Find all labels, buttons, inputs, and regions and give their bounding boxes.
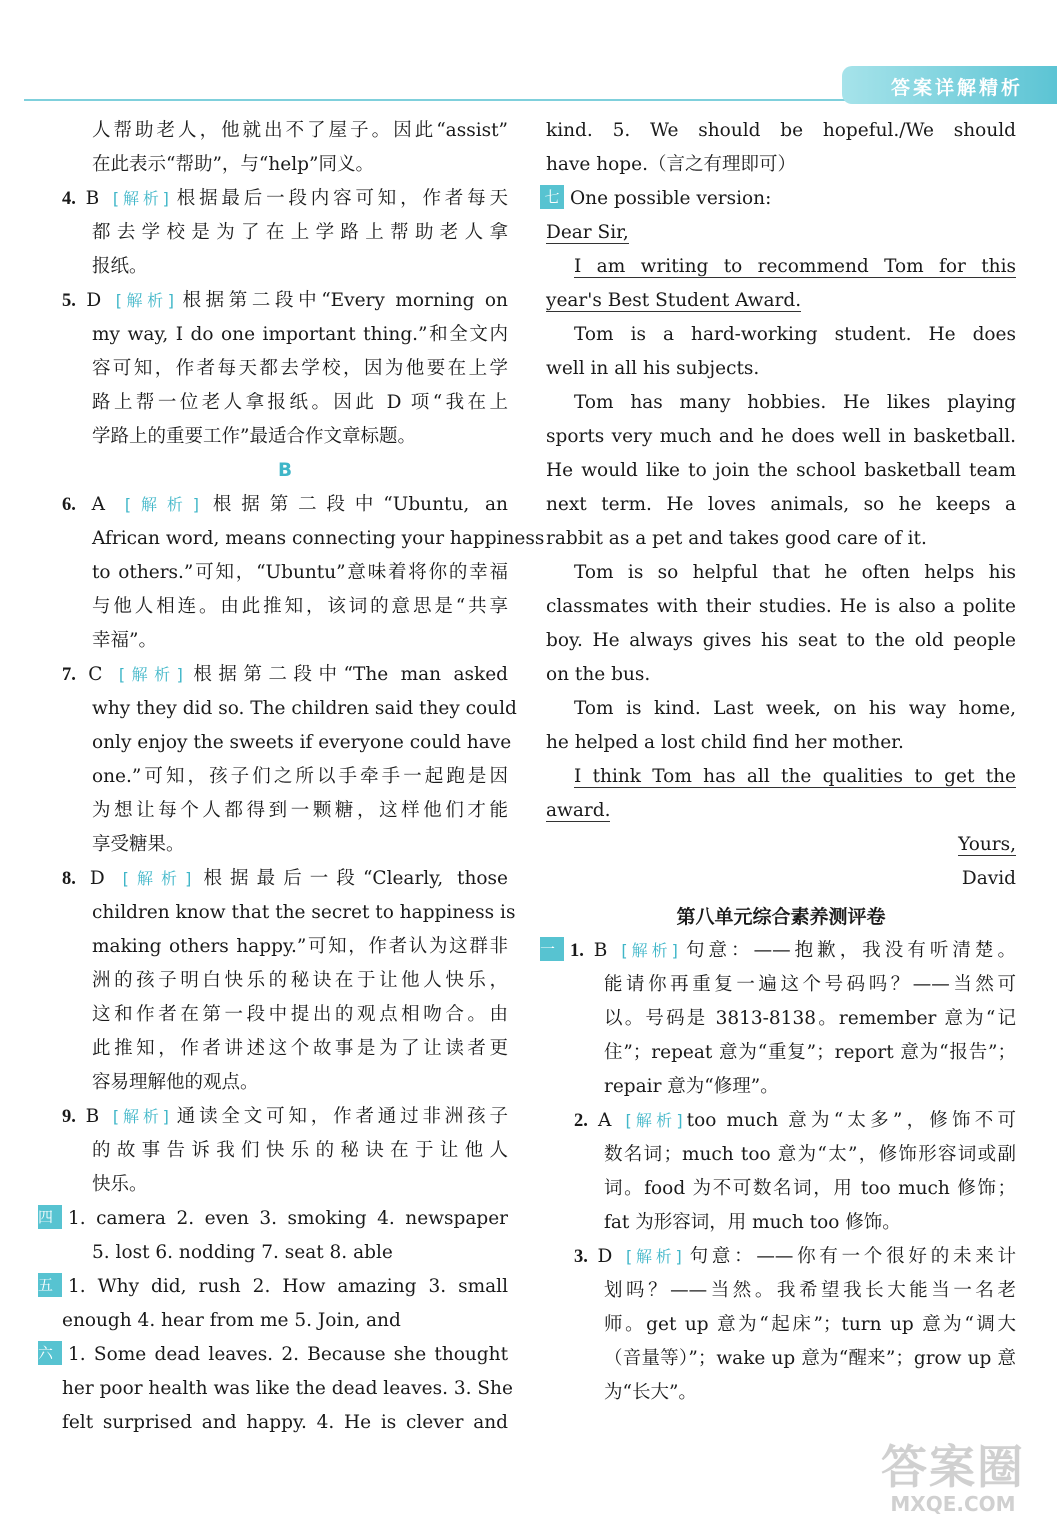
header-title: 答案详解精析 <box>890 77 1023 99</box>
item-number: 3. <box>574 1247 588 1267</box>
line-text: one.”可知，孩子们之所以手牵手一起跑是因 <box>92 766 508 787</box>
line-text: 享受糖果。 <box>92 834 185 855</box>
text-line <box>62 1032 508 1066</box>
line-text: He would like to join the school basketball team <box>546 460 1016 481</box>
item-answer: D <box>89 868 105 889</box>
section-badge: 六 <box>38 1341 62 1365</box>
line-text: 1. Some dead leaves. 2. Because she thought <box>68 1344 508 1365</box>
text-line <box>62 1066 508 1100</box>
section-answer-line <box>38 1338 508 1372</box>
line-text: 此推知，作者讲述这个故事是为了让读者更 <box>92 1038 508 1059</box>
line-text: 快乐。 <box>92 1174 148 1195</box>
item-number: 8. <box>62 869 76 889</box>
text-line <box>62 964 508 998</box>
item-answer: A <box>597 1110 612 1131</box>
text-line <box>546 318 1016 352</box>
text-line <box>62 692 517 726</box>
answer-item <box>62 488 508 522</box>
item-answer: B <box>85 1106 100 1127</box>
text-line <box>546 1206 1016 1240</box>
answer-item <box>546 1104 1016 1138</box>
text-line <box>62 624 508 658</box>
line-text: 能请你再重复一遍这个号码吗？——当然可 <box>604 974 1016 995</box>
line-text: 容易理解他的观点。 <box>92 1072 259 1093</box>
line-text: 的故事告诉我们快乐的秘诀在于让他人 <box>92 1140 508 1161</box>
text-line <box>62 148 508 182</box>
text-line <box>62 352 508 386</box>
line-text: why they did so. The children said they could <box>92 698 517 719</box>
text-line <box>546 1070 1016 1104</box>
line-text: kind. 5. We should be hopeful./We should <box>546 120 1016 141</box>
text-line <box>62 998 508 1032</box>
item-text: 句意：——你有一个很好的未来计 <box>685 1246 1016 1267</box>
line-text: 以。号码是 3813-8138。remember 意为“记 <box>604 1008 1016 1029</box>
section-answer-line <box>540 182 1016 216</box>
text-line <box>546 968 1016 1002</box>
text-line <box>62 420 508 454</box>
text-line <box>546 1342 1016 1376</box>
text-line <box>62 114 508 148</box>
line-text: 数名词；much too 意为“太”，修饰形容词或副 <box>604 1144 1016 1165</box>
text-line <box>62 1406 508 1440</box>
watermark-logo <box>873 1442 1033 1524</box>
text-line <box>546 726 1016 760</box>
section-badge: 五 <box>38 1273 62 1297</box>
line-text: sports very much and he does well in basketball. <box>546 426 1016 447</box>
text-line <box>546 590 1016 624</box>
text-line <box>62 896 516 930</box>
line-text: well in all his subjects. <box>546 358 760 379</box>
text-line <box>546 1002 1016 1036</box>
letter-closing <box>546 862 1016 896</box>
item-number: 1. <box>570 941 584 961</box>
line-text: 报纸。 <box>92 256 148 277</box>
item-number: 6. <box>62 495 76 515</box>
line-text: 容可知，作者每天都去学校，因为他要在上学 <box>92 358 508 379</box>
answer-item <box>62 182 508 216</box>
text-line <box>62 1236 508 1270</box>
item-answer: D <box>597 1246 613 1267</box>
item-text: 根据最后一段内容可知，作者每天 <box>172 188 508 209</box>
text-line <box>546 454 1016 488</box>
analysis-tag: [解析] <box>124 495 199 514</box>
line-text: 与他人相连。由此推知，该词的意思是“共享 <box>92 596 508 617</box>
text-line <box>546 1172 1016 1206</box>
line-text: boy. He always gives his seat to the old people <box>546 630 1016 651</box>
line-text: 1. Why did, rush 2. How amazing 3. small <box>68 1276 508 1297</box>
line-text: only enjoy the sweets if everyone could have <box>92 732 512 753</box>
title-text: 第八单元综合素养测评卷 <box>676 906 886 928</box>
text-line <box>546 1138 1016 1172</box>
answer-item <box>540 934 1016 968</box>
text-line <box>62 216 508 250</box>
text-line <box>546 284 1016 318</box>
line-text: Tom is kind. Last week, on his way home, <box>574 698 1016 719</box>
item-number: 4. <box>62 189 76 209</box>
line-text: 路上帮一位老人拿报纸。因此 D 项“我在上 <box>92 392 508 413</box>
line-text: 住”；repeat 意为“重复”；report 意为“报告”； <box>604 1042 1016 1063</box>
text-line <box>62 590 508 624</box>
section-badge: 四 <box>38 1205 62 1229</box>
line-text: Tom has many hobbies. He likes playing <box>574 392 1016 413</box>
line-text: making others happy.”可知，作者认为这群非 <box>92 936 508 957</box>
line-text: to others.”可知，“Ubuntu”意味着将你的幸福 <box>92 562 508 583</box>
text-line <box>546 794 1016 828</box>
line-text: her poor health was like the dead leaves. 3. She <box>62 1378 513 1399</box>
section-badge: 七 <box>540 185 564 209</box>
text-line <box>546 114 1016 148</box>
text-line <box>546 658 1016 692</box>
text-line <box>546 352 1016 386</box>
line-text: on the bus. <box>546 664 651 685</box>
line-text: award. <box>546 800 611 821</box>
answer-item <box>62 862 508 896</box>
item-text: 根据第二段中“The man asked <box>186 664 508 685</box>
text-line <box>546 624 1016 658</box>
analysis-tag: [解析] <box>625 1111 683 1130</box>
text-line <box>62 794 508 828</box>
analysis-tag: [解析] <box>112 1107 169 1126</box>
line-text: children know that the secret to happiness is <box>92 902 516 923</box>
line-text: Dear Sir, <box>546 222 629 243</box>
item-answer: A <box>91 494 106 515</box>
line-text: 5. lost 6. nodding 7. seat 8. able <box>92 1242 393 1263</box>
line-text: 这和作者在第一段中提出的观点相吻合。由 <box>92 1004 508 1025</box>
analysis-tag: [解析] <box>621 941 678 960</box>
header-rule <box>24 99 854 101</box>
text-line <box>546 1308 1016 1342</box>
text-line <box>546 488 1016 522</box>
line-text: my way, I do one important thing.”和全文内 <box>92 324 508 345</box>
section-title <box>546 900 1016 934</box>
line-text: year's Best Student Award. <box>546 290 802 311</box>
line-text: David <box>961 868 1016 889</box>
line-text: 在此表示“帮助”，与“help”同义。 <box>92 154 374 175</box>
watermark-main: 答案圈 <box>881 1440 1025 1494</box>
section-answer-line <box>38 1202 508 1236</box>
text-line <box>546 386 1016 420</box>
line-text: African word, means connecting your happiness <box>92 528 545 549</box>
item-text: 通读全文可知，作者通过非洲孩子 <box>172 1106 508 1127</box>
line-text: classmates with their studies. He is also a polite <box>546 596 1016 617</box>
text-line <box>546 522 1016 556</box>
analysis-tag: [解析] <box>118 665 183 684</box>
line-text: I am writing to recommend Tom for this <box>574 256 1016 277</box>
text-line <box>62 1134 508 1168</box>
line-text: 词。food 为不可数名词，用 too much 修饰； <box>604 1178 1016 1199</box>
line-text: 洲的孩子明白快乐的秘诀在于让他人快乐， <box>92 970 508 991</box>
item-number: 7. <box>62 665 76 685</box>
line-text: （音量等）”；wake up 意为“醒来”；grow up 意 <box>604 1348 1016 1369</box>
line-text: 为“长大”。 <box>604 1382 697 1403</box>
right-column <box>540 114 1016 1410</box>
text-line <box>62 556 508 590</box>
analysis-tag: [解析] <box>112 189 169 208</box>
line-text: Tom is so helpful that he often helps his <box>574 562 1016 583</box>
item-text: 根据第二段中“Every morning on <box>177 290 508 311</box>
text-line <box>546 760 1016 794</box>
text-line <box>62 828 508 862</box>
text-line <box>62 522 545 556</box>
line-text: 学路上的重要工作”最适合作文章标题。 <box>92 426 416 447</box>
line-text: felt surprised and happy. 4. He is clever and <box>62 1412 508 1433</box>
line-text: 人帮助老人，他就出不了屋子。因此“assist” <box>92 120 508 141</box>
analysis-tag: [解析] <box>122 869 192 888</box>
line-text: enough 4. hear from me 5. Join, and <box>62 1310 401 1331</box>
text-line <box>62 1372 513 1406</box>
text-line <box>546 216 1016 250</box>
line-text: next term. He loves animals, so he keeps a <box>546 494 1016 515</box>
line-text: I think Tom has all the qualities to get the <box>574 766 1016 787</box>
text-line <box>62 1168 508 1202</box>
left-column <box>38 114 545 1440</box>
text-line <box>546 1036 1016 1070</box>
letter-closing <box>546 828 1016 862</box>
line-text: he helped a lost child find her mother. <box>546 732 904 753</box>
line-text: 1. camera 2. even 3. smoking 4. newspaper <box>68 1208 508 1229</box>
text-line <box>62 760 508 794</box>
line-text: Yours, <box>958 834 1016 855</box>
item-answer: B <box>85 188 100 209</box>
item-answer: B <box>593 940 608 961</box>
item-text: too much 意为“太多”，修饰不可 <box>686 1110 1016 1131</box>
answer-item <box>62 284 508 318</box>
item-number: 5. <box>62 291 76 311</box>
line-text: have hope.（言之有理即可） <box>546 154 796 175</box>
item-number: 9. <box>62 1107 76 1127</box>
line-text: One possible version: <box>570 188 772 209</box>
text-line <box>62 1304 508 1338</box>
analysis-tag: [解析] <box>626 1247 682 1266</box>
line-text: 为想让每个人都得到一颗糖，这样他们才能 <box>92 800 508 821</box>
item-text: 根据第二段中“Ubuntu, an <box>203 494 508 515</box>
item-text: 根据最后一段“Clearly, those <box>195 868 508 889</box>
section-badge: 一 <box>540 937 564 961</box>
answer-item <box>62 1100 508 1134</box>
section-answer-line <box>38 1270 508 1304</box>
watermark-url: MXQE.COM <box>890 1492 1016 1516</box>
text-line <box>546 420 1016 454</box>
line-text: rabbit as a pet and takes good care of it. <box>546 528 927 549</box>
text-line <box>546 148 1016 182</box>
text-line <box>62 726 512 760</box>
passage-label <box>62 454 508 488</box>
line-text: fat 为形容词，用 much too 修饰。 <box>604 1212 901 1233</box>
passage-letter: B <box>277 460 293 481</box>
line-text: 都去学校是为了在上学路上帮助老人拿 <box>92 222 508 243</box>
line-text: Tom is a hard-working student. He does <box>574 324 1016 345</box>
line-text: 师。get up 意为“起床”；turn up 意为“调大 <box>604 1314 1016 1335</box>
answer-item <box>546 1240 1016 1274</box>
item-number: 2. <box>574 1111 588 1131</box>
text-line <box>546 1274 1016 1308</box>
text-line <box>62 386 508 420</box>
header-tab <box>842 66 1057 104</box>
item-answer: C <box>88 664 103 685</box>
line-text: 划吗？——当然。我希望我长大能当一名老 <box>604 1280 1016 1301</box>
line-text: repair 意为“修理”。 <box>604 1076 779 1097</box>
item-text: 句意：——抱歉，我没有听清楚。 <box>681 940 1016 961</box>
text-line <box>546 1376 1016 1410</box>
answer-item <box>62 658 508 692</box>
item-answer: D <box>86 290 102 311</box>
text-line <box>546 692 1016 726</box>
text-line <box>62 318 508 352</box>
text-line <box>62 250 508 284</box>
text-line <box>546 250 1016 284</box>
analysis-tag: [解析] <box>115 291 174 310</box>
text-line <box>546 556 1016 590</box>
line-text: 幸福”。 <box>92 630 157 651</box>
text-line <box>62 930 508 964</box>
